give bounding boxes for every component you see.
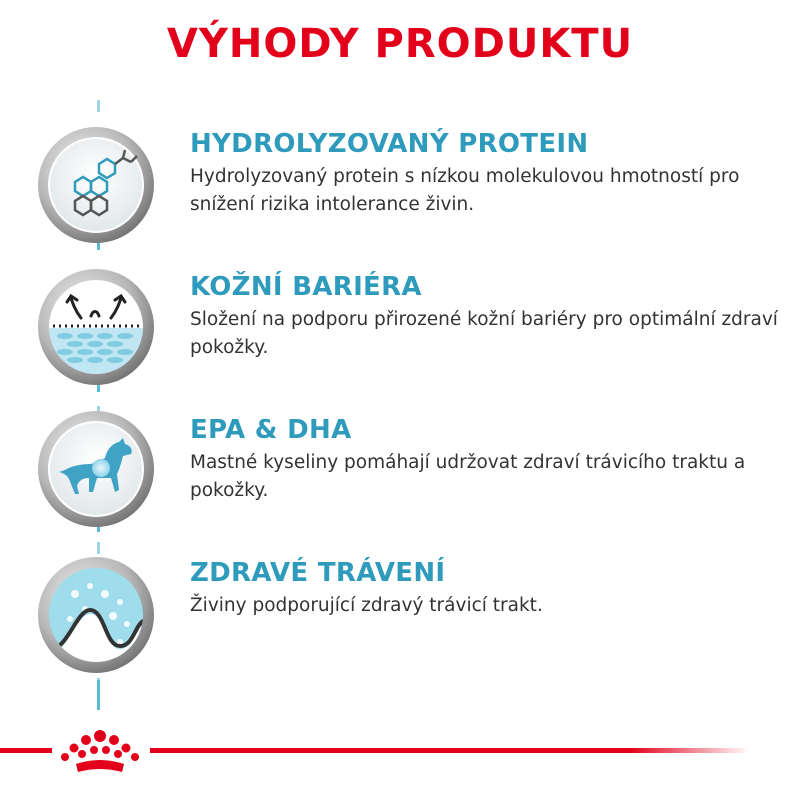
benefit-title: EPA & DHA [190,415,352,445]
skin-barrier-icon [35,266,157,388]
footer-rule [150,748,750,753]
benefit-title: ZDRAVÉ TRÁVENÍ [190,558,446,588]
digestion-icon [35,554,157,676]
protein-molecule-icon [35,124,157,246]
benefit-description: Mastné kyseliny pomáhají udržovat zdraví trávicího traktu a pokožky. [190,452,746,501]
benefit-title: KOŽNÍ BARIÉRA [190,272,422,302]
benefit-description: Živiny podporující zdravý trávicí trakt. [190,595,543,616]
benefit-title: HYDROLYZOVANÝ PROTEIN [190,129,589,159]
timeline-connector [97,680,100,710]
benefit-item [190,413,790,505]
dog-icon [35,408,157,530]
benefit-item [190,270,790,362]
benefit-description: Hydrolyzovaný protein s nízkou molekulovou hmotností pro snížení rizika intolerance živin. [190,166,740,215]
benefit-description: Složení na podporu přirozené kožní bariéry pro optimální zdraví pokožky. [190,309,778,358]
page-title: VÝHODY PRODUKTU [166,21,634,67]
benefit-item [190,556,790,620]
footer-rule [0,748,52,753]
royal-canin-crown-icon [54,726,146,774]
benefit-item [190,127,790,219]
